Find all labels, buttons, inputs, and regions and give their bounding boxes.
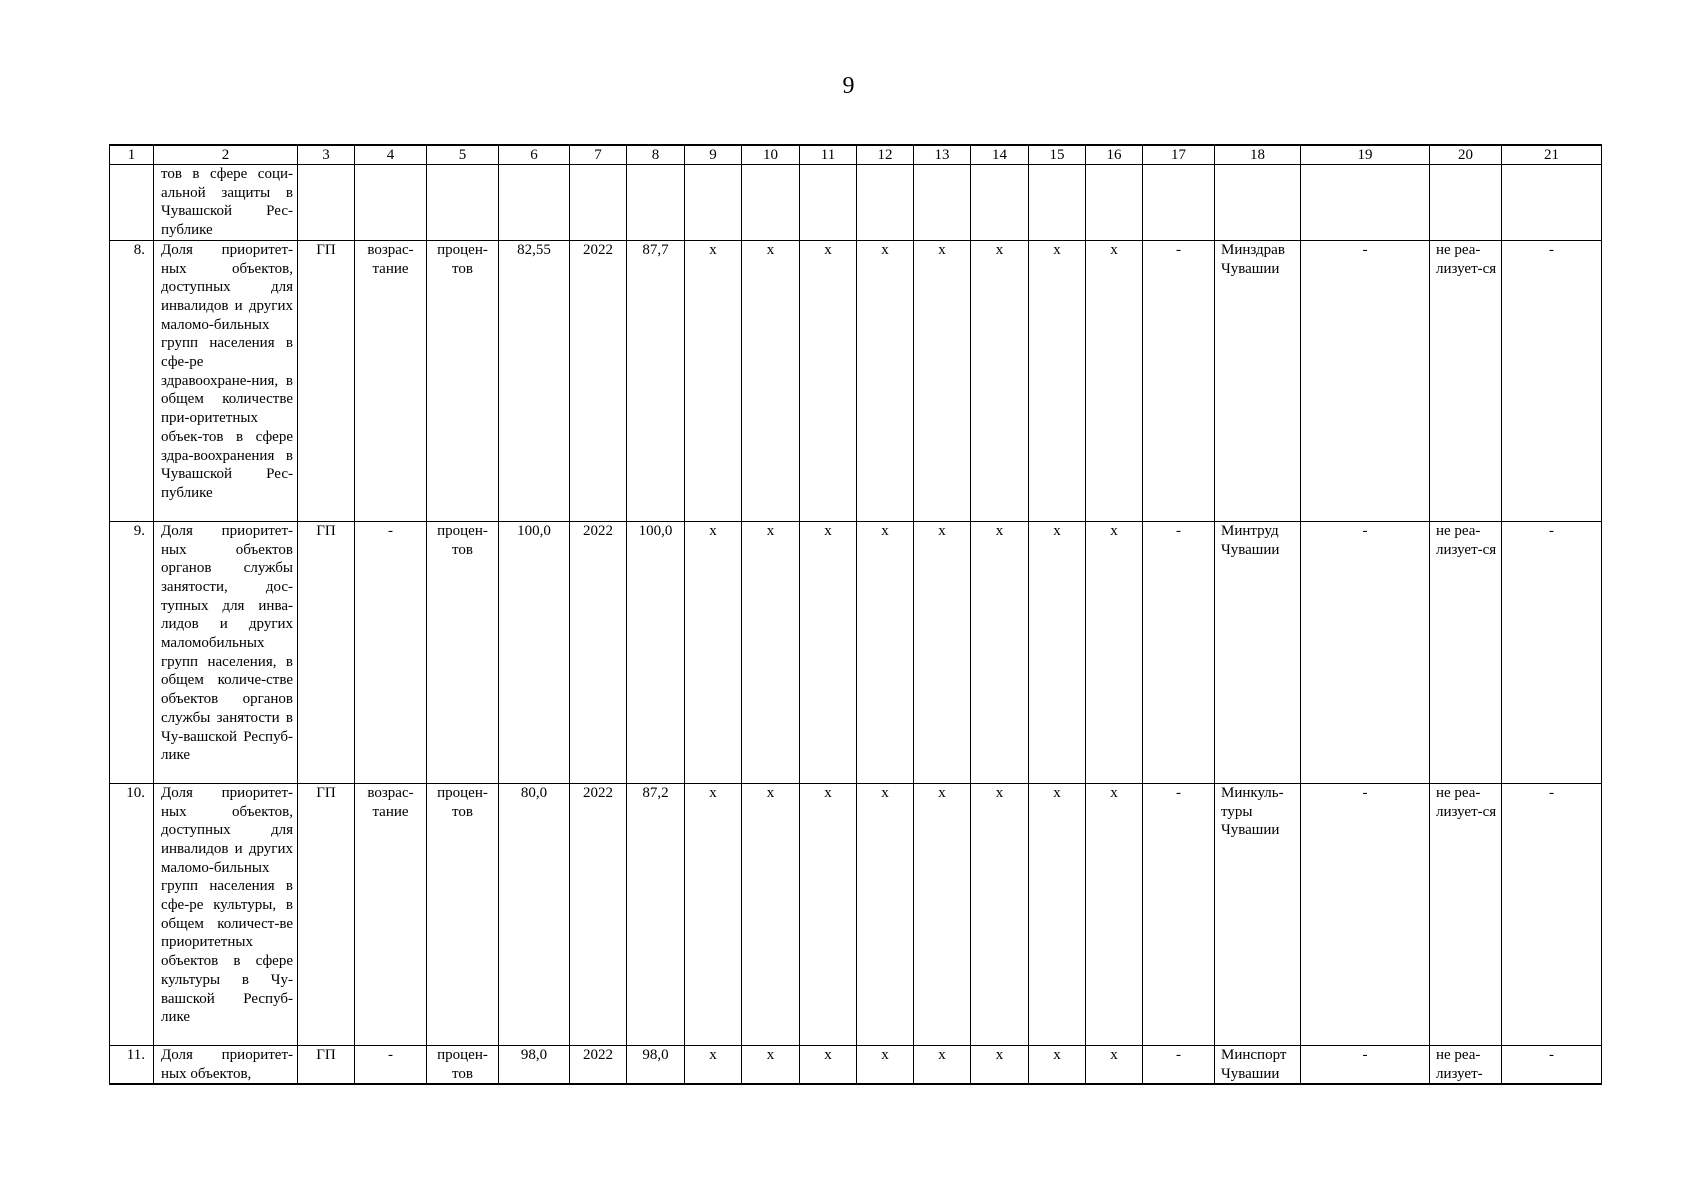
table-cell-col-3 — [298, 783, 355, 1045]
cell-text: 2022 — [583, 522, 613, 539]
cell-text: - — [1362, 784, 1368, 801]
table-cell-col-13 — [914, 1045, 971, 1084]
column-header-16: 16 — [1086, 145, 1143, 165]
cell-text: - — [1176, 1046, 1181, 1063]
cell-text: процен-тов — [437, 784, 488, 820]
table-cell-col-13 — [914, 240, 971, 521]
cell-text: х — [709, 1046, 717, 1063]
table-cell-col-20 — [1430, 521, 1502, 783]
cell-text: х — [938, 522, 946, 539]
cell-text: Минтруд Чувашии — [1221, 522, 1280, 558]
table-cell-col-7 — [570, 1045, 627, 1084]
column-header-2: 2 — [154, 145, 298, 165]
page-number: 9 — [842, 73, 855, 99]
table-cell-col-1 — [110, 165, 154, 241]
column-header-7: 7 — [570, 145, 627, 165]
cell-text: - — [1549, 784, 1554, 801]
table-cell-col-14 — [971, 240, 1029, 521]
table-cell-col-4 — [355, 240, 427, 521]
table-cell-col-7 — [570, 240, 627, 521]
table-cell-col-5 — [427, 240, 499, 521]
table-cell-col-5 — [427, 783, 499, 1045]
column-header-18: 18 — [1215, 145, 1301, 165]
cell-text: х — [824, 241, 832, 258]
cell-text: 82,55 — [517, 241, 551, 258]
table-cell-col-2 — [154, 165, 298, 241]
table-cell-col-4 — [355, 521, 427, 783]
cell-text: - — [388, 1046, 393, 1063]
table-cell-col-9 — [685, 1045, 742, 1084]
cell-text: Минздрав Чувашии — [1221, 241, 1285, 277]
cell-text: х — [938, 784, 946, 801]
table-row — [110, 240, 1602, 521]
cell-text: х — [1110, 1046, 1118, 1063]
cell-text: Минспорт Чувашии — [1221, 1046, 1287, 1082]
table-cell-col-3 — [298, 1045, 355, 1084]
cell-text: не реа-лизует- — [1436, 1046, 1483, 1082]
cell-text: х — [766, 784, 775, 801]
cell-text: х — [766, 241, 775, 258]
table-cell-col-18 — [1215, 165, 1301, 241]
table-cell-col-19 — [1301, 521, 1430, 783]
table-cell-col-2 — [154, 521, 298, 783]
cell-text: 98,0 — [642, 1046, 669, 1063]
column-header-8: 8 — [627, 145, 685, 165]
cell-text: 8. — [133, 241, 145, 258]
table-cell-col-2 — [154, 783, 298, 1045]
table-cell-col-10 — [742, 1045, 800, 1084]
table-cell-col-17 — [1143, 521, 1215, 783]
column-header-21: 21 — [1502, 145, 1602, 165]
column-header-14: 14 — [971, 145, 1029, 165]
table-cell-col-9 — [685, 783, 742, 1045]
table-cell-col-20 — [1430, 1045, 1502, 1084]
table-cell-col-15 — [1029, 521, 1086, 783]
cell-text: х — [995, 522, 1004, 539]
table-cell-col-12 — [857, 1045, 914, 1084]
table-cell-col-13 — [914, 783, 971, 1045]
table-cell-col-15 — [1029, 783, 1086, 1045]
table-cell-col-11 — [800, 165, 857, 241]
table-cell-col-16 — [1086, 521, 1143, 783]
column-header-6: 6 — [499, 145, 570, 165]
cell-text: 98,0 — [520, 1046, 548, 1063]
table-cell-col-20 — [1430, 240, 1502, 521]
table-cell-col-16 — [1086, 783, 1143, 1045]
table-cell-col-19 — [1301, 240, 1430, 521]
table-cell-col-19 — [1301, 165, 1430, 241]
table-cell-col-17 — [1143, 783, 1215, 1045]
cell-text: ГП — [316, 522, 336, 539]
table-cell-col-16 — [1086, 240, 1143, 521]
table-cell-col-1 — [110, 521, 154, 783]
cell-text: не реа-лизует-ся — [1436, 241, 1497, 277]
cell-text: - — [1549, 241, 1554, 258]
table-cell-col-10 — [742, 783, 800, 1045]
table-cell-col-21 — [1502, 165, 1602, 241]
cell-text: Минкуль-туры Чувашии — [1221, 784, 1284, 839]
cell-text: - — [388, 522, 393, 539]
cell-text: не реа-лизует-ся — [1436, 522, 1497, 558]
table-cell-col-8 — [627, 165, 685, 241]
table-cell-col-14 — [971, 1045, 1029, 1084]
table-cell-col-8 — [627, 521, 685, 783]
table-cell-col-5 — [427, 521, 499, 783]
column-number-row — [110, 145, 1602, 165]
cell-text: х — [1053, 241, 1061, 258]
cell-text: процен-тов — [437, 522, 488, 558]
table-cell-col-20 — [1430, 783, 1502, 1045]
table-cell-col-10 — [742, 165, 800, 241]
column-header-19: 19 — [1301, 145, 1430, 165]
cell-text: х — [709, 241, 717, 258]
table-cell-col-14 — [971, 783, 1029, 1045]
cell-text: х — [824, 522, 832, 539]
table-row — [110, 521, 1602, 783]
cell-text: Доля приоритет-ных объектов, — [161, 1046, 293, 1082]
cell-text: х — [1110, 241, 1118, 258]
cell-text: х — [766, 522, 775, 539]
cell-text: 87,2 — [642, 784, 669, 801]
table-cell-col-1 — [110, 783, 154, 1045]
table-cell-col-8 — [627, 1045, 685, 1084]
cell-text: 87,7 — [642, 241, 669, 258]
table-cell-col-4 — [355, 1045, 427, 1084]
cell-text: процен-тов — [437, 241, 488, 277]
cell-text: х — [1110, 522, 1118, 539]
cell-text: 11. — [126, 1046, 145, 1063]
table-cell-col-7 — [570, 165, 627, 241]
table-cell-col-9 — [685, 165, 742, 241]
cell-text: х — [938, 1046, 946, 1063]
column-header-10: 10 — [742, 145, 800, 165]
cell-text: ГП — [316, 784, 336, 801]
indicators-table — [109, 144, 1602, 1085]
table-cell-col-6 — [499, 1045, 570, 1084]
table-cell-col-17 — [1143, 165, 1215, 241]
table-cell-col-21 — [1502, 240, 1602, 521]
column-header-15: 15 — [1029, 145, 1086, 165]
table-cell-col-16 — [1086, 165, 1143, 241]
cell-text: х — [1053, 784, 1061, 801]
table-cell-col-6 — [499, 521, 570, 783]
cell-text: - — [1362, 241, 1368, 258]
cell-text: 2022 — [583, 1046, 613, 1063]
table-cell-col-11 — [800, 783, 857, 1045]
table-cell-col-12 — [857, 521, 914, 783]
column-header-5: 5 — [427, 145, 499, 165]
table-cell-col-16 — [1086, 1045, 1143, 1084]
table-cell-col-18 — [1215, 783, 1301, 1045]
table-cell-col-8 — [627, 783, 685, 1045]
cell-text: не реа-лизует-ся — [1436, 784, 1497, 820]
cell-text: х — [881, 522, 889, 539]
cell-text: х — [1053, 1046, 1061, 1063]
cell-text: возрас-тание — [367, 241, 414, 277]
table-cell-col-21 — [1502, 783, 1602, 1045]
cell-text: х — [766, 1046, 775, 1063]
cell-text: 100,0 — [517, 522, 551, 539]
cell-text: тов в сфере соци-альной защиты в Чувашской Рес-публике — [161, 166, 293, 239]
table-cell-col-3 — [298, 521, 355, 783]
table-cell-col-3 — [298, 240, 355, 521]
column-header-11: 11 — [800, 145, 857, 165]
column-header-4: 4 — [355, 145, 427, 165]
cell-text: возрас-тание — [367, 784, 414, 820]
table-cell-col-5 — [427, 165, 499, 241]
cell-text: 9. — [133, 522, 145, 539]
cell-text: х — [824, 784, 832, 801]
cell-text: х — [995, 1046, 1004, 1063]
table-cell-col-12 — [857, 783, 914, 1045]
cell-text: х — [881, 1046, 889, 1063]
table-cell-col-10 — [742, 521, 800, 783]
table-cell-col-3 — [298, 165, 355, 241]
table-cell-col-6 — [499, 240, 570, 521]
cell-text: х — [995, 784, 1004, 801]
table-cell-col-18 — [1215, 1045, 1301, 1084]
cell-text: Доля приоритет-ных объектов, доступных для инвалидов и других маломо-бильных групп населения в сфе-ре культуры, в общем количест-ве приоритетных объектов в сфере культуры в Чу-вашской Респуб-лике — [161, 784, 293, 1026]
column-header-9: 9 — [685, 145, 742, 165]
cell-text: х — [1053, 522, 1061, 539]
cell-text: 80,0 — [520, 784, 548, 801]
cell-text: 2022 — [583, 241, 613, 258]
column-header-17: 17 — [1143, 145, 1215, 165]
cell-text: х — [1110, 784, 1118, 801]
cell-text: х — [709, 522, 717, 539]
table-cell-col-5 — [427, 1045, 499, 1084]
table-cell-col-11 — [800, 240, 857, 521]
table-cell-col-13 — [914, 165, 971, 241]
table-cell-col-11 — [800, 521, 857, 783]
table-cell-col-13 — [914, 521, 971, 783]
table-cell-col-15 — [1029, 240, 1086, 521]
cell-text: - — [1362, 522, 1368, 539]
table-cell-col-19 — [1301, 783, 1430, 1045]
table-cell-col-12 — [857, 165, 914, 241]
cell-text: - — [1362, 1046, 1368, 1063]
table-cell-col-17 — [1143, 1045, 1215, 1084]
column-header-20: 20 — [1430, 145, 1502, 165]
cell-text: х — [824, 1046, 832, 1063]
cell-text: - — [1549, 522, 1554, 539]
table-cell-col-2 — [154, 1045, 298, 1084]
table-cell-col-1 — [110, 240, 154, 521]
cell-text: Доля приоритет-ных объектов органов службы занятости, дос-тупных для инва-лидов и других маломобильных групп населения, в общем количе-стве объектов органов службы занятости в Чу-вашской Респуб-лике — [161, 522, 293, 764]
cell-text: х — [709, 784, 717, 801]
cell-text: 10. — [126, 784, 145, 801]
cell-text: 100,0 — [638, 522, 673, 539]
cell-text: х — [881, 784, 889, 801]
cell-text: - — [1176, 522, 1181, 539]
table-cell-col-6 — [499, 165, 570, 241]
cell-text: Доля приоритет-ных объектов, доступных для инвалидов и других маломо-бильных групп населения в сфе-ре здравоохране-ния, в общем количестве при-оритетных объек-тов в сфере здра-воохранения в Чувашской Рес-публике — [161, 241, 293, 501]
table-cell-col-18 — [1215, 521, 1301, 783]
table-cell-col-15 — [1029, 1045, 1086, 1084]
table-cell-col-1 — [110, 1045, 154, 1084]
table-cell-col-20 — [1430, 165, 1502, 241]
cell-text: х — [938, 241, 946, 258]
cell-text: - — [1176, 784, 1181, 801]
table-cell-col-9 — [685, 521, 742, 783]
cell-text: 2022 — [583, 784, 613, 801]
cell-text: х — [995, 241, 1004, 258]
table-cell-col-19 — [1301, 1045, 1430, 1084]
table-cell-col-18 — [1215, 240, 1301, 521]
table-cell-col-14 — [971, 521, 1029, 783]
table-cell-col-8 — [627, 240, 685, 521]
column-header-3: 3 — [298, 145, 355, 165]
cell-text: - — [1549, 1046, 1554, 1063]
table-cell-col-12 — [857, 240, 914, 521]
table-cell-col-17 — [1143, 240, 1215, 521]
table-cell-col-21 — [1502, 1045, 1602, 1084]
cell-text: х — [881, 241, 889, 258]
table-cell-col-21 — [1502, 521, 1602, 783]
table-cell-col-4 — [355, 783, 427, 1045]
table-cell-col-9 — [685, 240, 742, 521]
column-header-1: 1 — [110, 145, 154, 165]
cell-text: ГП — [316, 241, 336, 258]
cell-text: ГП — [316, 1046, 336, 1063]
column-header-12: 12 — [857, 145, 914, 165]
table-cell-col-10 — [742, 240, 800, 521]
table-row — [110, 1045, 1602, 1084]
table-cell-col-15 — [1029, 165, 1086, 241]
table-cell-col-11 — [800, 1045, 857, 1084]
table-row — [110, 165, 1602, 241]
table-cell-col-2 — [154, 240, 298, 521]
table-cell-col-14 — [971, 165, 1029, 241]
table-cell-col-7 — [570, 783, 627, 1045]
column-header-13: 13 — [914, 145, 971, 165]
table-row — [110, 783, 1602, 1045]
table-cell-col-6 — [499, 783, 570, 1045]
table-cell-col-4 — [355, 165, 427, 241]
cell-text: процен-тов — [437, 1046, 488, 1082]
table-cell-col-7 — [570, 521, 627, 783]
cell-text: - — [1176, 241, 1181, 258]
